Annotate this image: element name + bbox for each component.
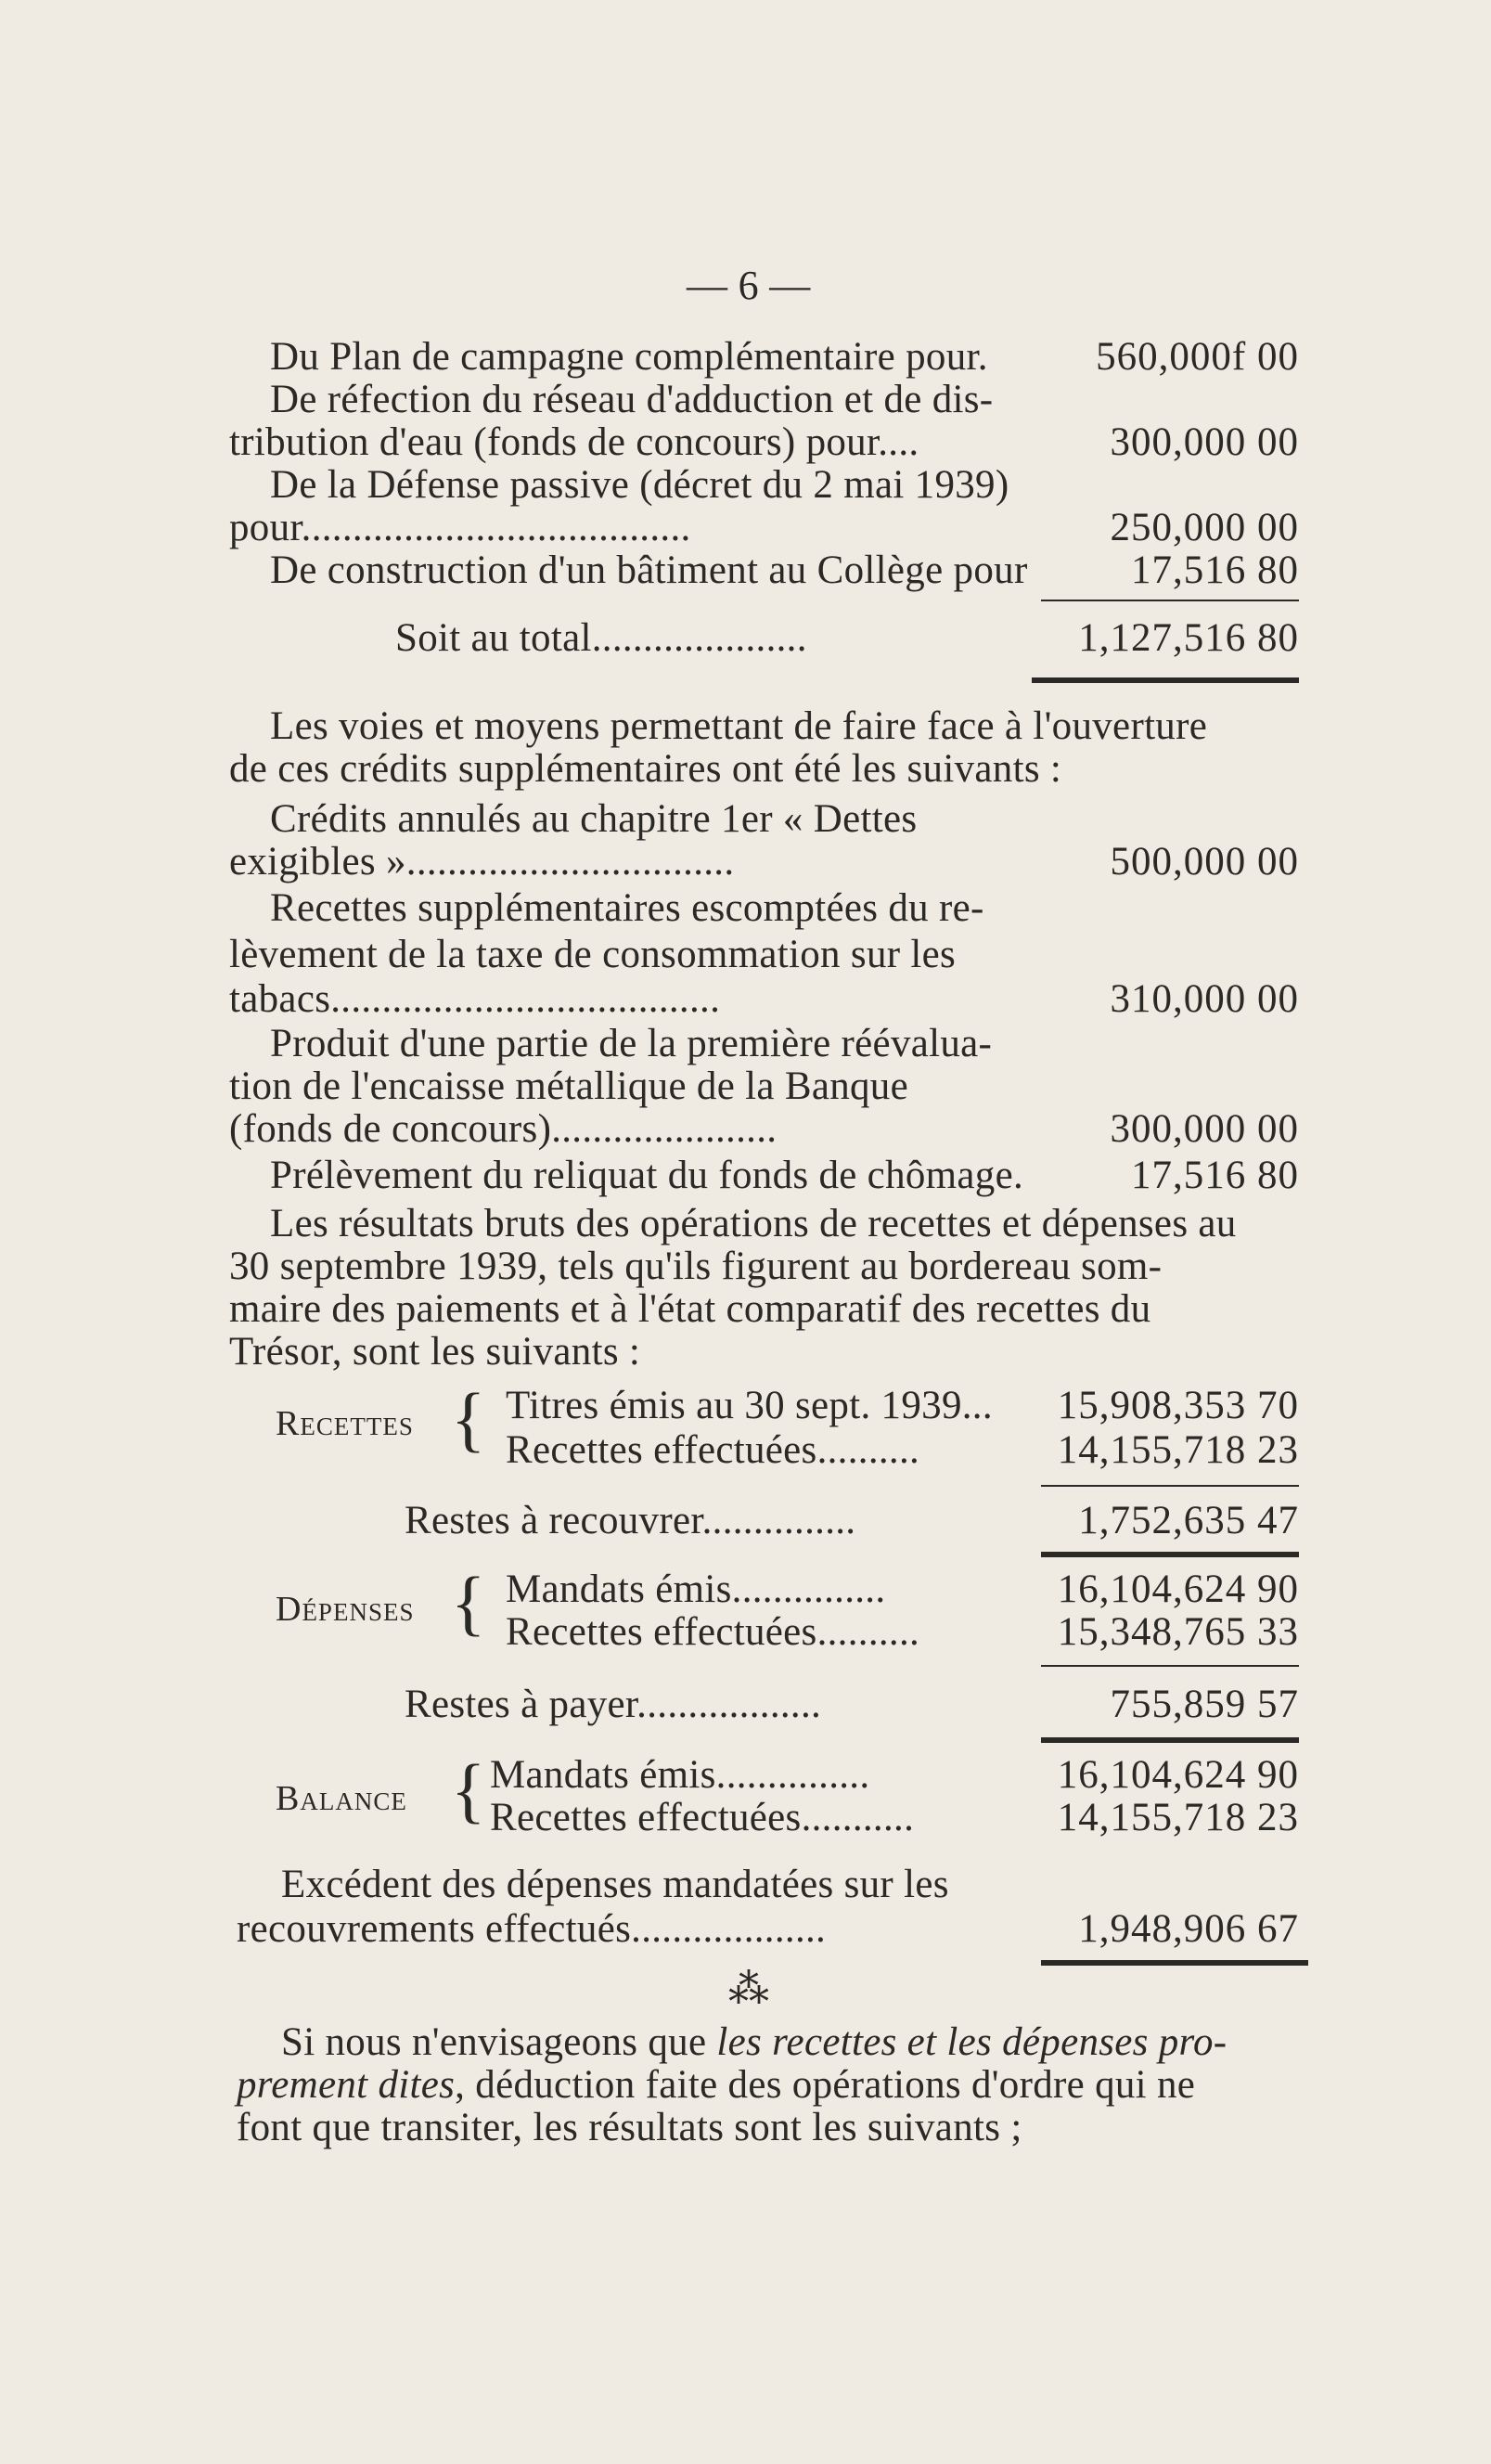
depenses-double-rule bbox=[1041, 1737, 1299, 1743]
credit-amount-1: 560,000f 00 bbox=[1096, 335, 1299, 379]
credit-line-4: De construction d'un bâtiment au Collège pour bbox=[270, 548, 1028, 592]
credit-amount-3: 250,000 00 bbox=[1110, 506, 1299, 549]
means-line-4: Prélèvement du reliquat du fonds de chômage. bbox=[270, 1154, 1024, 1197]
credit-amount-2: 300,000 00 bbox=[1110, 420, 1299, 464]
restes-payer-amount: 755,859 57 bbox=[1110, 1683, 1299, 1726]
final-line-3: font que transiter, les résultats sont les suivants ; bbox=[237, 2106, 1022, 2149]
credit-line-1: Du Plan de campagne complémentaire pour. bbox=[270, 335, 988, 379]
balance-row-1-amount: 16,104,624 90 bbox=[1057, 1753, 1299, 1797]
restes-payer-label: Restes à payer.................. bbox=[405, 1683, 822, 1726]
results-intro-line-4: Trésor, sont les suivants : bbox=[229, 1330, 641, 1374]
credit-line-3b: pour...................................... bbox=[229, 506, 691, 549]
final-line-1 bbox=[281, 2019, 1227, 2066]
means-amount-1: 500,000 00 bbox=[1110, 840, 1299, 884]
results-intro-line-3: maire des paiements et à l'état comparatif des recettes du bbox=[229, 1287, 1151, 1331]
depenses-row-1-amount: 16,104,624 90 bbox=[1057, 1567, 1299, 1611]
depenses-row-2-amount: 15,348,765 33 bbox=[1057, 1610, 1299, 1654]
recettes-double-rule bbox=[1041, 1552, 1299, 1557]
means-line-3b: tion de l'encaisse métallique de la Banque bbox=[229, 1064, 908, 1108]
final-line-2-text: , déduction faite des opérations d'ordre qui ne bbox=[455, 2063, 1196, 2107]
balance-brace: { bbox=[451, 1749, 486, 1830]
recettes-row-1-label: Titres émis au 30 sept. 1939... bbox=[506, 1384, 993, 1427]
excedent-line-1: Excédent des dépenses mandatées sur les bbox=[281, 1863, 949, 1906]
recettes-row-1-amount: 15,908,353 70 bbox=[1057, 1384, 1299, 1427]
recettes-row-2-label: Recettes effectuées.......... bbox=[506, 1428, 920, 1472]
excedent-double-rule bbox=[1041, 1960, 1308, 1966]
depenses-row-1-label: Mandats émis............... bbox=[506, 1567, 886, 1611]
means-intro-line-1: Les voies et moyens permettant de faire face à l'ouverture bbox=[270, 704, 1208, 748]
recettes-brace: { bbox=[451, 1378, 486, 1459]
balance-row-2-amount: 14,155,718 23 bbox=[1057, 1796, 1299, 1839]
final-line-2-italic: prement dites bbox=[237, 2063, 456, 2107]
means-line-1b: exigibles »................................ bbox=[229, 840, 735, 884]
final-line-1-italic: les recettes et les dépenses pro- bbox=[716, 2020, 1228, 2064]
means-amount-2: 310,000 00 bbox=[1110, 977, 1299, 1021]
total-double-rule bbox=[1032, 677, 1299, 683]
restes-recouvrer-amount: 1,752,635 47 bbox=[1078, 1499, 1299, 1542]
page-number: — 6 — bbox=[687, 263, 811, 308]
depenses-rule bbox=[1041, 1665, 1299, 1667]
depenses-row-2-label: Recettes effectuées.......... bbox=[506, 1610, 920, 1654]
depenses-brace: { bbox=[451, 1562, 486, 1643]
balance-row-1-label: Mandats émis............... bbox=[490, 1753, 870, 1797]
credit-line-2b: tribution d'eau (fonds de concours) pour.... bbox=[229, 420, 919, 464]
depenses-label: Dépenses bbox=[276, 1590, 415, 1629]
means-line-3c: (fonds de concours)...................... bbox=[229, 1107, 778, 1151]
means-line-2b: lèvement de la taxe de consommation sur les bbox=[229, 933, 957, 976]
total-label: Soit au total..................... bbox=[395, 616, 807, 660]
means-line-1a: Crédits annulés au chapitre 1er « Dettes bbox=[270, 797, 918, 841]
total-amount: 1,127,516 80 bbox=[1078, 616, 1299, 660]
means-line-3a: Produit d'une partie de la première réévalua- bbox=[270, 1022, 993, 1065]
restes-recouvrer-label: Restes à recouvrer............... bbox=[405, 1499, 856, 1542]
balance-row-2-label: Recettes effectuées........... bbox=[490, 1796, 915, 1839]
credit-line-3a: De la Défense passive (décret du 2 mai 1939) bbox=[270, 463, 1009, 507]
final-line-2 bbox=[237, 2062, 1195, 2109]
asterism: ⁂ bbox=[728, 1967, 769, 2012]
balance-label: Balance bbox=[276, 1779, 407, 1818]
excedent-line-2: recouvrements effectués................... bbox=[237, 1907, 827, 1951]
recettes-label: Recettes bbox=[276, 1404, 414, 1443]
credit-line-2a: De réfection du réseau d'adduction et de dis- bbox=[270, 378, 994, 421]
recettes-rule bbox=[1041, 1485, 1299, 1487]
means-line-2c: tabacs...................................... bbox=[229, 977, 721, 1021]
credit-amount-4: 17,516 80 bbox=[1131, 548, 1299, 592]
excedent-amount: 1,948,906 67 bbox=[1078, 1907, 1299, 1951]
sum-rule bbox=[1041, 600, 1299, 601]
means-amount-3: 300,000 00 bbox=[1110, 1107, 1299, 1151]
recettes-row-2-amount: 14,155,718 23 bbox=[1057, 1428, 1299, 1472]
means-amount-4: 17,516 80 bbox=[1131, 1154, 1299, 1197]
means-intro-line-2: de ces crédits supplémentaires ont été les suivants : bbox=[229, 747, 1062, 791]
final-line-1-text: Si nous n'envisageons que bbox=[281, 2020, 717, 2064]
results-intro-line-2: 30 septembre 1939, tels qu'ils figurent au bordereau som- bbox=[229, 1245, 1163, 1288]
results-intro-line-1: Les résultats bruts des opérations de recettes et dépenses au bbox=[270, 1202, 1237, 1245]
means-line-2a: Recettes supplémentaires escomptées du re- bbox=[270, 886, 984, 930]
